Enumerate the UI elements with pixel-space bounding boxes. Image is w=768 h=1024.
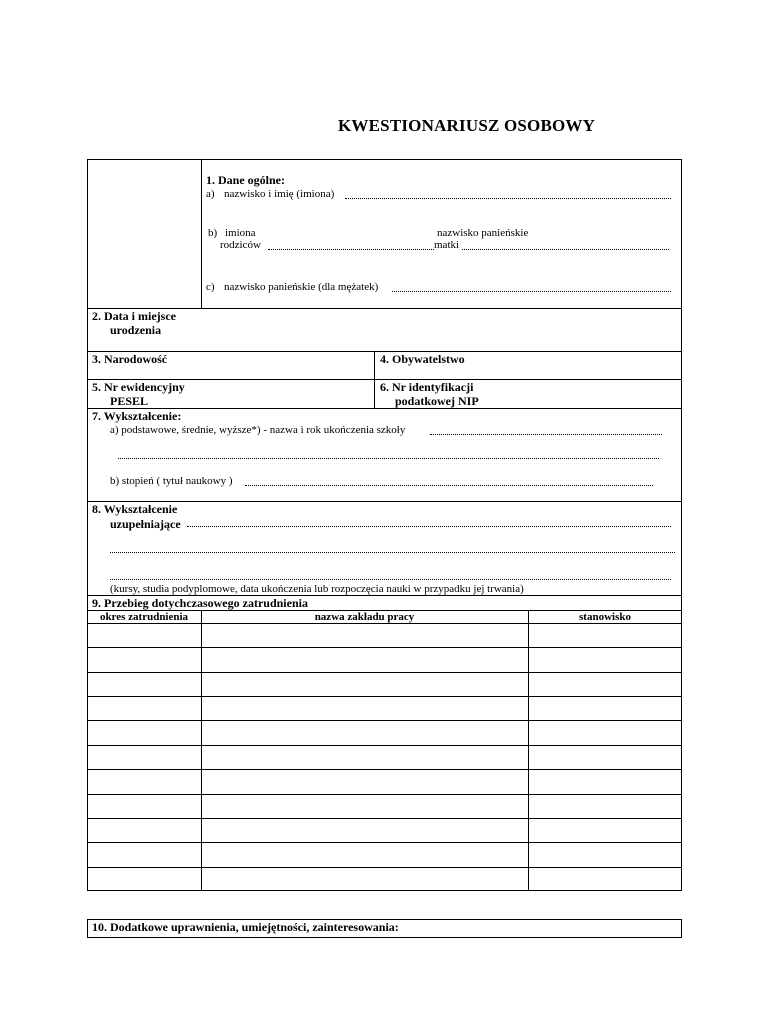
table-row[interactable]	[87, 818, 682, 819]
section-1a-label: nazwisko i imię (imiona)	[224, 188, 335, 200]
section-8-field-line3[interactable]	[110, 577, 671, 580]
divider-8	[87, 623, 682, 624]
section-2-label-line2: urodzenia	[110, 323, 162, 337]
section-1b-maiden-label: nazwisko panieńskie	[437, 227, 529, 239]
table-row[interactable]	[87, 769, 682, 770]
table-row[interactable]	[87, 720, 682, 721]
column-header-period: okres zatrudnienia	[99, 611, 189, 623]
section-6-label-line2: podatkowej NIP	[395, 394, 479, 408]
section-1c-label: nazwisko panieńskie (dla mężatek)	[224, 281, 379, 293]
column-header-position: stanowisko	[579, 611, 631, 623]
section-7a-label: a) podstawowe, średnie, wyższe*) - nazwa i rok ukończenia szkoły	[110, 424, 406, 436]
section-8-field[interactable]	[187, 524, 671, 527]
table-row[interactable]	[87, 647, 682, 648]
section-7a-field-continued[interactable]	[118, 456, 659, 459]
section-8-note: (kursy, studia podyplomowe, data ukończenia lub rozpoczęcia nauki w przypadku jej trwania)	[110, 583, 524, 595]
section-1b-marker: b)	[208, 227, 218, 239]
table-row[interactable]	[87, 867, 682, 868]
section-5-label-line2: PESEL	[110, 394, 149, 408]
divider-1	[87, 308, 682, 309]
section-9-heading: 9. Przebieg dotychczasowego zatrudnienia	[92, 596, 308, 610]
table-row[interactable]	[87, 842, 682, 843]
column-divider-2	[528, 610, 529, 891]
section-2-label-line1: 2. Data i miejsce	[92, 309, 176, 323]
section-7a-field[interactable]	[430, 432, 662, 435]
section-10-heading: 10. Dodatkowe uprawnienia, umiejętności, zainteresowania:	[92, 920, 399, 934]
document-title: KWESTIONARIUSZ OSOBOWY	[338, 116, 596, 135]
section-7b-field[interactable]	[245, 483, 653, 486]
section-1b-matki-label: matki	[434, 239, 460, 251]
photo-box-divider	[201, 159, 202, 309]
table-row[interactable]	[87, 745, 682, 746]
section-8-label-line1: 8. Wykształcenie	[92, 502, 178, 516]
section-1c-field[interactable]	[392, 289, 671, 292]
section-5-label-line1: 5. Nr ewidencyjny	[92, 380, 185, 394]
table-row[interactable]	[87, 794, 682, 795]
table-row[interactable]	[87, 696, 682, 697]
section-1c-marker: c)	[206, 281, 215, 293]
section-8-field-line2[interactable]	[110, 550, 675, 553]
section-7b-label: b) stopień ( tytuł naukowy )	[110, 475, 233, 487]
section-3-label: 3. Narodowość	[92, 352, 168, 366]
section-8-label-line2: uzupełniające	[110, 517, 181, 531]
table-row[interactable]	[87, 672, 682, 673]
section-1b-parents-field[interactable]	[268, 247, 434, 250]
section-1b-imiona-label: imiona	[225, 227, 256, 239]
section-1-heading: 1. Dane ogólne:	[206, 173, 285, 187]
section-1a-field[interactable]	[345, 196, 671, 199]
section-1b-rodzicow-label: rodziców	[220, 239, 261, 251]
column-header-employer: nazwa zakładu pracy	[314, 611, 415, 623]
section-1a-marker: a)	[206, 188, 215, 200]
section-4-label: 4. Obywatelstwo	[380, 352, 465, 366]
section-1b-mother-field[interactable]	[462, 247, 669, 250]
column-divider-1	[201, 610, 202, 891]
section-6-label-line1: 6. Nr identyfikacji	[380, 380, 474, 394]
section-7-heading: 7. Wykształcenie:	[92, 409, 182, 423]
